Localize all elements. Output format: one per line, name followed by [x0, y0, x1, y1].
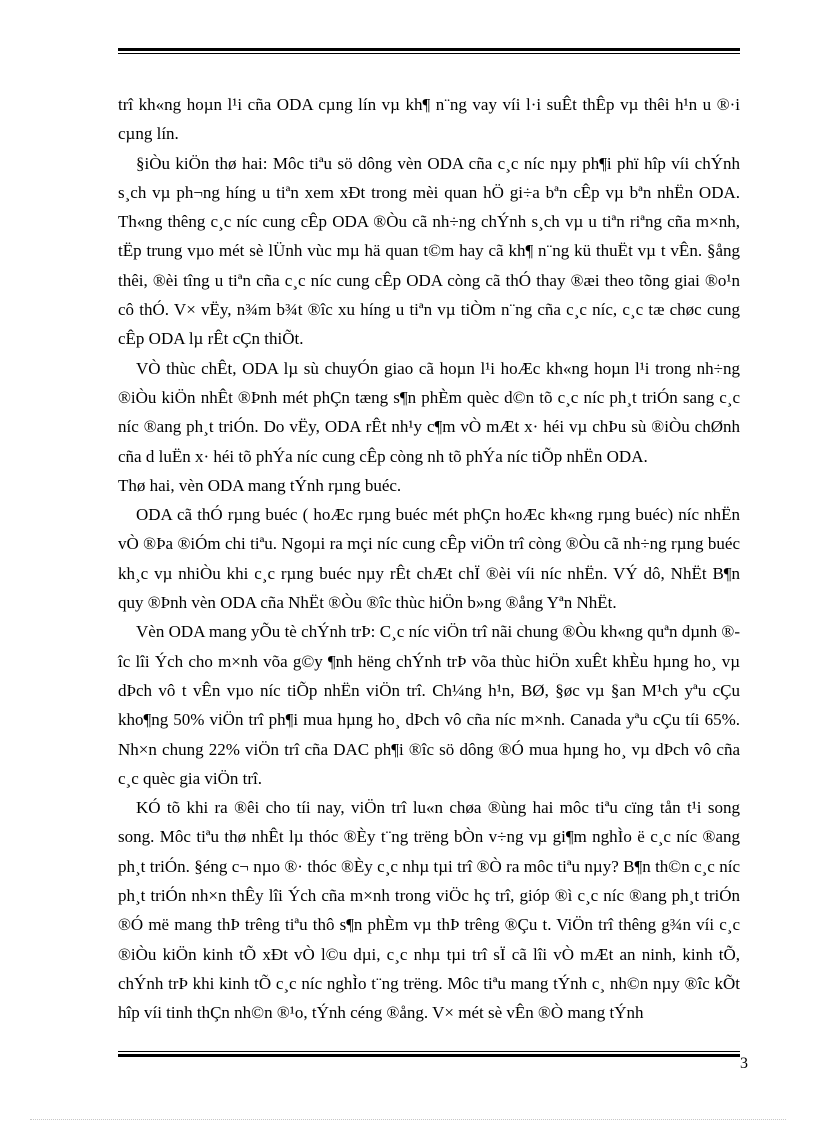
header-rule: [118, 48, 740, 54]
section-heading: Thø hai, vèn ODA mang tÝnh rµng buéc.: [118, 475, 402, 495]
document-body: [118, 90, 740, 1028]
paragraph: ODA cã thÓ rµng buéc ( hoÆc rµng buéc mét phÇn hoÆc kh«ng rµng buéc) níc nhËn vÒ ®Þa ®iÓm chi tiªu. Ngoµi ra mçi níc cung cÊp viÖn trî còng ®Òu cã nh÷ng rµng buéc kh¸c vµ nhiÒu khi c¸c rµng buéc nµy rÊt chÆt chÏ ®èi víi níc nhËn. VÝ dô, NhËt B¶n quy ®Þnh vèn ODA cña NhËt ®Òu ®îc thùc hiÖn b»ng ®ång Yªn NhËt.: [118, 505, 740, 613]
page-number: 3: [740, 1055, 748, 1072]
paragraph: §iÒu kiÖn thø hai: Môc tiªu sö dông vèn ODA cña c¸c níc nµy ph¶i phï hîp víi chÝnh s¸ch vµ ph¬ng híng u tiªn xem xÐt trong mèi quan hÖ gi÷a bªn cÊp vµ bªn nhËn ODA. Th«ng thêng c¸c níc cung cÊp ODA ®Òu cã nh÷ng chÝnh s¸ch vµ u tiªn riªng cña m×nh, tËp trung vµo mét sè lÜnh vùc mµ hä quan t©m hay cã kh¶ n¨ng kü thuËt vµ t vÊn. §ång thêi, ®èi tîng u tiªn cña c¸c níc cung cÊp ODA còng cã thÓ thay ®æi theo tõng giai ®o¹n cô thÓ. V× vËy, n¾m b¾t ®îc xu híng u tiªn vµ tiÒm n¨ng cña c¸c níc, c¸c tæ chøc cung cÊp ODA lµ rÊt cÇn thiÕt.: [118, 153, 740, 349]
footer-rule: [118, 1051, 740, 1057]
paragraph: trî kh«ng hoµn l¹i cña ODA cµng lín vµ kh¶ n¨ng vay víi l·i suÊt thÊp vµ thêi h¹n u ®·i cµng lín.: [118, 95, 740, 144]
paragraph: VÒ thùc chÊt, ODA lµ sù chuyÓn giao cã hoµn l¹i hoÆc kh«ng hoµn l¹i trong nh÷ng ®iÒu kiÖn nhÊt ®Þnh mét phÇn tæng s¶n phÈm quèc d©n tõ c¸c níc ph¸t triÓn sang c¸c níc ®ang ph¸t triÓn. Do vËy, ODA rÊt nh¹y c¶m vÒ mÆt x· héi vµ chÞu sù ®iÒu chØnh cña d luËn x· héi tõ phÝa níc cung cÊp còng nh tõ phÝa níc tiÕp nhËn ODA.: [118, 358, 740, 466]
page-bottom-divider: [30, 1119, 786, 1120]
paragraph: KÓ tõ khi ra ®êi cho tíi nay, viÖn trî lu«n chøa ®ùng hai môc tiªu cïng tån t¹i song song. Môc tiªu thø nhÊt lµ thóc ®Èy t¨ng trëng bÒn v÷ng vµ gi¶m nghÌo ë c¸c níc ®ang ph¸t triÓn. §éng c¬ nµo ®· thóc ®Èy c¸c nhµ tµi trî ®Ò ra môc tiªu nµy? B¶n th©n c¸c níc ph¸t triÓn nh×n thÊy lîi Ých cña m×nh trong viÖc hç trî, gióp ®ì c¸c níc ®ang ph¸t triÓn ®Ó më mang thÞ trêng tiªu thô s¶n phÈm vµ thÞ trêng ®Çu t. ViÖn trî thêng g¾n víi c¸c ®iÒu kiÖn kinh tÕ xÐt vÒ l©u dµi, c¸c nhµ tµi trî sÏ cã lîi vÒ mÆt an ninh, kinh tÕ, chÝnh trÞ khi kinh tÕ c¸c níc nghÌo t¨ng trëng. Môc tiªu mang tÝnh c¸ nh©n nµy ®îc kÕt hîp víi tinh thÇn nh©n ®¹o, tÝnh céng ®ång. V× mét sè vÊn ®Ò mang tÝnh: [118, 798, 740, 1023]
paragraph: Vèn ODA mang yÕu tè chÝnh trÞ: C¸c níc viÖn trî nãi chung ®Òu kh«ng quªn dµnh ®îc lîi Ých cho m×nh võa g©y ¶nh hëng chÝnh trÞ võa thùc hiÖn xuÊt khÈu hµng ho¸ vµ dÞch vô t vÊn vµo níc tiÕp nhËn viÖn trî. Ch¼ng h¹n, BØ, §øc vµ §an M¹ch yªu cÇu kho¶ng 50% viÖn trî ph¶i mua hµng ho¸ dÞch vô cña níc m×nh. Canada yªu cÇu tíi 65%. Nh×n chung 22% viÖn trî cña DAC ph¶i ®îc sö dông ®Ó mua hµng ho¸ vµ dÞch vô cña c¸c quèc gia viÖn trî.: [118, 622, 740, 788]
